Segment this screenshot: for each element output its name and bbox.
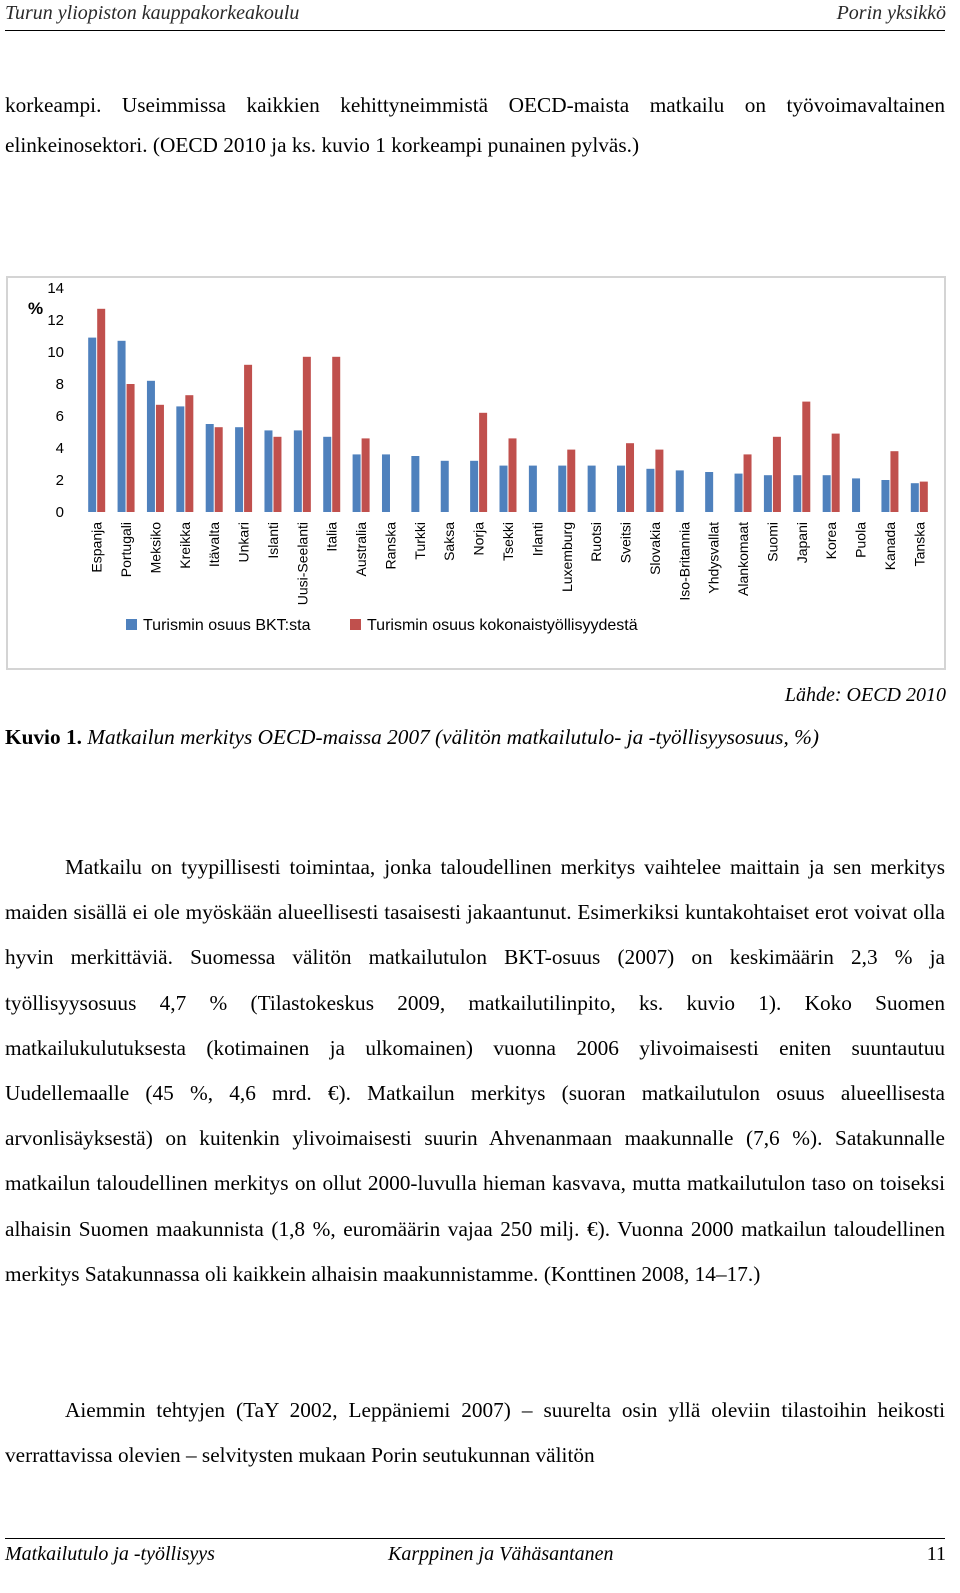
page-number: 11 — [926, 1543, 946, 1565]
bar-bkt — [235, 427, 243, 512]
bar-bkt — [646, 469, 654, 512]
x-tick-label: Tsekki — [500, 522, 516, 561]
bar-bkt — [118, 341, 126, 512]
x-tick-label: Espanja — [88, 522, 105, 573]
bar-tyollisyys — [773, 437, 781, 512]
x-tick-label: Iso-Britannia — [676, 522, 693, 601]
header-left: Turun yliopiston kauppakorkeakoulu — [5, 2, 300, 24]
figure-caption — [5, 720, 945, 754]
bar-tyollisyys — [626, 443, 634, 512]
bar-bkt — [911, 483, 919, 512]
bar-tyollisyys — [97, 309, 105, 512]
bar-bkt — [705, 472, 713, 512]
bar-tyollisyys — [920, 482, 928, 512]
bar-bkt — [294, 430, 302, 512]
y-tick-label: 14 — [47, 280, 64, 297]
x-tick-label: Portugali — [118, 522, 135, 578]
y-tick-label: 0 — [55, 504, 64, 521]
footer-left: Matkailutulo ja -työllisyys — [5, 1543, 215, 1565]
y-tick-label: 10 — [47, 344, 64, 361]
bar-bkt — [470, 461, 478, 512]
x-tick-label: Suomi — [764, 522, 781, 562]
x-tick-label: Itävalta — [206, 522, 223, 568]
y-tick-label: 2 — [55, 472, 64, 489]
x-tick-label: Yhdysvallat — [705, 522, 722, 594]
bar-bkt — [793, 475, 801, 512]
bar-bkt — [147, 381, 155, 512]
bar-bkt — [588, 466, 596, 512]
bar-bkt — [411, 456, 419, 512]
bar-bkt — [558, 466, 566, 512]
bar-tyollisyys — [332, 357, 340, 512]
x-tick-label: Uusi-Seelanti — [294, 522, 311, 606]
bar-bkt — [264, 430, 272, 512]
bar-tyollisyys — [244, 365, 252, 512]
bar-tyollisyys — [303, 357, 311, 512]
y-axis-label: % — [28, 299, 44, 318]
x-tick-label: Tanska — [911, 522, 928, 567]
y-tick-label: 6 — [55, 408, 64, 425]
x-tick-label: Irlanti — [529, 522, 546, 557]
x-tick-label: Meksiko — [147, 522, 164, 574]
header-rule — [5, 30, 945, 31]
bar-bkt — [206, 424, 214, 512]
bar-bkt — [176, 406, 184, 512]
bar-tyollisyys — [802, 402, 810, 512]
bar-bkt — [881, 480, 889, 512]
bar-tyollisyys — [156, 405, 164, 512]
bar-tyollisyys — [215, 427, 223, 512]
paragraph-top: korkeampi. Useimmissa kaikkien kehittyneimmistä OECD-maista matkailu on työvoimavaltainen elinkeinosektori. (OECD 2010 ja ks. kuvio 1 korkeampi punainen pylväs.) — [5, 93, 945, 157]
bar-bkt — [323, 437, 331, 512]
x-tick-label: Norja — [470, 522, 487, 556]
paragraph-main: Matkailu on tyypillisesti toimintaa, jonka taloudellinen merkitys vaihtelee maittain ja sen merkitys maiden sisällä ei ole myöskään alueellisesti tasaisesti jakaantunut. Esimerkiksi kuntakohtaiset erot voivat olla hyvin merkittäviä. Suomessa välitön matkailutulon BKT-osuus (2007) on keskimäärin 2,3 % ja työllisyysosuus 4,7 % (Tilastokeskus 2009, matkailutilinpito, ks. kuvio 1). Koko Suomen matkailukulutuksesta (kotimainen ja ulkomainen) vuonna 2006 ylivoimaisesti eniten suuntautuu Uudellemaalle (45 %, 4,6 mrd. €). Matkailun merkitys (suoran matkailutulon osuus alueellisesta arvonlisäyksestä) on kuitenkin ylivoimaisesti suurin Ahvenanmaan maakunnalle (7,6 %). Satakunnalle matkailun taloudellinen merkitys on ollut 2000-luvulla hieman kasvava, mutta matkailutulon taso on toiseksi alhaisin Suomen maakunnista (1,8 %, euromäärin vajaa 250 milj. €). Vuonna 2000 matkailun taloudellinen merkitys Satakunnassa oli kaikkein alhaisin maakunnistamme. (Konttinen 2008, 14–17.) — [5, 855, 945, 1286]
x-tick-label: Sveitsi — [617, 522, 634, 564]
x-tick-label: Islanti — [264, 522, 281, 559]
legend-swatch — [126, 619, 137, 630]
bar-bkt — [500, 466, 508, 512]
bar-tyollisyys — [655, 450, 663, 512]
x-tick-label: Ranska — [382, 522, 399, 570]
header-right: Porin yksikkö — [836, 2, 946, 24]
legend-swatch — [350, 619, 361, 630]
x-tick-label: Saksa — [441, 522, 458, 561]
x-tick-label: Korea — [823, 522, 840, 560]
bar-tyollisyys — [185, 395, 193, 512]
bar-bkt — [441, 461, 449, 512]
x-tick-label: Ruotsi — [588, 522, 605, 562]
bar-bkt — [382, 454, 390, 512]
bar-tyollisyys — [127, 384, 135, 512]
footer-rule — [5, 1538, 945, 1539]
bar-bkt — [353, 454, 361, 512]
bar-tyollisyys — [479, 413, 487, 512]
bar-bkt — [764, 475, 772, 512]
bar-tyollisyys — [567, 450, 575, 512]
bar-tyollisyys — [362, 438, 370, 512]
y-tick-label: 12 — [47, 312, 64, 329]
bar-bkt — [617, 466, 625, 512]
legend-label: Turismin osuus BKT:sta — [143, 617, 311, 634]
bar-tyollisyys — [273, 437, 281, 512]
bar-bkt — [735, 474, 743, 512]
x-tick-label: Alankomaat — [735, 522, 752, 596]
legend-label: Turismin osuus kokonaistyöllisyydestä — [367, 617, 638, 634]
x-tick-label: Kanada — [881, 522, 898, 571]
bar-bkt — [676, 470, 684, 512]
bar-tyollisyys — [890, 451, 898, 512]
x-tick-label: Kreikka — [176, 522, 193, 569]
bar-bkt — [529, 466, 537, 512]
x-tick-label: Italia — [323, 522, 340, 552]
bar-chart — [8, 278, 944, 668]
y-tick-label: 8 — [55, 376, 64, 393]
x-tick-label: Slovakia — [646, 522, 663, 575]
x-tick-label: Australia — [353, 522, 370, 577]
bar-tyollisyys — [744, 454, 752, 512]
x-tick-label: Japani — [793, 522, 810, 564]
bar-bkt — [823, 475, 831, 512]
x-tick-label: Turkki — [411, 522, 428, 560]
chart-frame — [6, 276, 946, 670]
x-tick-label: Luxemburg — [558, 522, 575, 593]
x-tick-label: Unkari — [235, 522, 252, 563]
paragraph-last: Aiemmin tehtyjen (TaY 2002, Leppäniemi 2007) – suurelta osin yllä oleviin tilastoihin heikosti verrattavissa olevien – selvitysten mukaan Porin seutukunnan välitön — [5, 1398, 945, 1468]
footer-center: Karppinen ja Vähäsantanen — [388, 1543, 614, 1565]
figure-source: Lähde: OECD 2010 — [784, 684, 946, 706]
x-tick-label: Puola — [852, 522, 869, 558]
caption-text: Matkailun merkitys OECD-maissa 2007 (välitön matkailutulo- ja -työllisyysosuus, %) — [87, 725, 819, 749]
bar-bkt — [88, 338, 96, 512]
bar-bkt — [852, 478, 860, 512]
bar-tyollisyys — [509, 438, 517, 512]
bar-tyollisyys — [832, 434, 840, 512]
y-tick-label: 4 — [55, 440, 64, 457]
caption-label: Kuvio 1. — [5, 725, 82, 749]
